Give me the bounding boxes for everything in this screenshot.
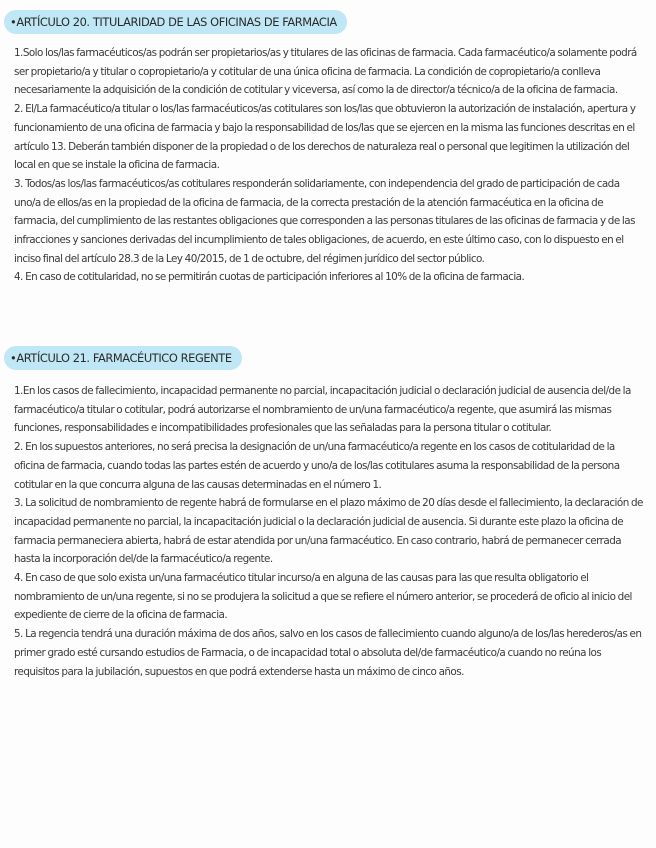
article-20-paragraph-4: 4. En caso de cotitularidad, no se permitirán cuotas de participación inferiores al 10% de la oficina de farmacia.	[14, 271, 525, 284]
article-21-paragraph-2: 2. En los supuestos anteriores, no será precisa la designación de un/una farmacéutico/a regente en los casos de cotitularidad de la oficina de farmacia, cuando todas las partes estén de acuerdo y uno/a de los/las cotitulares asuma la responsabilidad de la persona cotitular en la que concurra alguna de las causas determinadas en el número 1.	[14, 441, 620, 491]
article-21-paragraph-5: 5. La regencia tendrá una duración máxima de dos años, salvo en los casos de fallecimiento cuando alguno/a de los/las herederos/as en primer grado esté cursando estudios de Farmacia, o de incapacidad total o absoluta del/de farmacéutico/a cuando no reúna los requisitos para la jubilación, supuestos en que podrá extenderse hasta un máximo de cinco años.	[14, 628, 642, 678]
article-21-paragraph-3: 3. La solicitud de nombramiento de regente habrá de formularse en el plazo máximo de 20 días desde el fallecimiento, la declaración de incapacidad permanente no parcial, la incapacitación judicial o la declaración judicial de ausencia. Si durante este plazo la oficina de farmacia permaneciera abierta, habrá de estar atendida por un/una farmacéutico. En caso contrario, habrá de permanecer cerrada hasta la incorporación del/de la farmacéutico/a regente.	[14, 497, 643, 566]
article-21-body	[14, 382, 646, 681]
article-20-body	[14, 44, 646, 287]
article-21-paragraph-4: 4. En caso de que solo exista un/una farmacéutico titular incurso/a en alguna de las causas para las que resulta obligatorio el nombramiento de un/una regente, si no se produjera la solicitud a que se refiere el número anterior, se procederá de oficio al inicio del expediente de cierre de la oficina de farmacia.	[14, 572, 632, 622]
article-20-heading: •ARTÍCULO 20. TITULARIDAD DE LAS OFICINAS DE FARMACIA	[4, 10, 347, 34]
article-20-paragraph-1: 1.Solo los/las farmacéuticos/as podrán ser propietarios/as y titulares de las oficinas de farmacia. Cada farmacéutico/a solamente podrá ser propietario/a y titular o copropietario/a y cotitular de una única oficina de farmacia. La condición de copropietario/a conlleva necesariamente la adquisición de la condición de cotitular y viceversa, así como la de director/a técnico/a de la oficina de farmacia.	[14, 47, 637, 97]
article-21-paragraph-1: 1.En los casos de fallecimiento, incapacidad permanente no parcial, incapacitación judicial o declaración judicial de ausencia del/de la farmacéutico/a titular o cotitular, podrá autorizarse el nombramiento de un/una farmacéutico/a regente, que asumirá las mismas funciones, responsabilidades e incompatibilidades profesionales que las señaladas para la persona titular o cotitular.	[14, 385, 631, 435]
article-21-heading: •ARTÍCULO 21. FARMACÉUTICO REGENTE	[4, 346, 242, 370]
article-20-paragraph-2: 2. El/La farmacéutico/a titular o los/las farmacéuticos/as cotitulares son los/las que obtuvieron la autorización de instalación, apertura y funcionamiento de una oficina de farmacia y bajo la responsabilidad de los/las que se ejercen en la misma las funciones descritas en el artículo 13. Deberán también disponer de la propiedad o de los derechos de naturaleza real o personal que legitimen la utilización del local en que se instale la oficina de farmacia.	[14, 103, 636, 172]
article-20-paragraph-3: 3. Todos/as los/las farmacéuticos/as cotitulares responderán solidariamente, con independencia del grado de participación de cada uno/a de ellos/as en la propiedad de la oficina de farmacia, de la correcta prestación de la atención farmacéutica en la oficina de farmacia, del cumplimiento de las restantes obligaciones que corresponden a las personas titulares de las oficinas de farmacia y de las infracciones y sanciones derivadas del incumplimiento de tales obligaciones, de acuerdo, en este último caso, con lo dispuesto en el inciso final del artículo 28.3 de la Ley 40/2015, de 1 de octubre, del régimen jurídico del sector público.	[14, 177, 635, 265]
